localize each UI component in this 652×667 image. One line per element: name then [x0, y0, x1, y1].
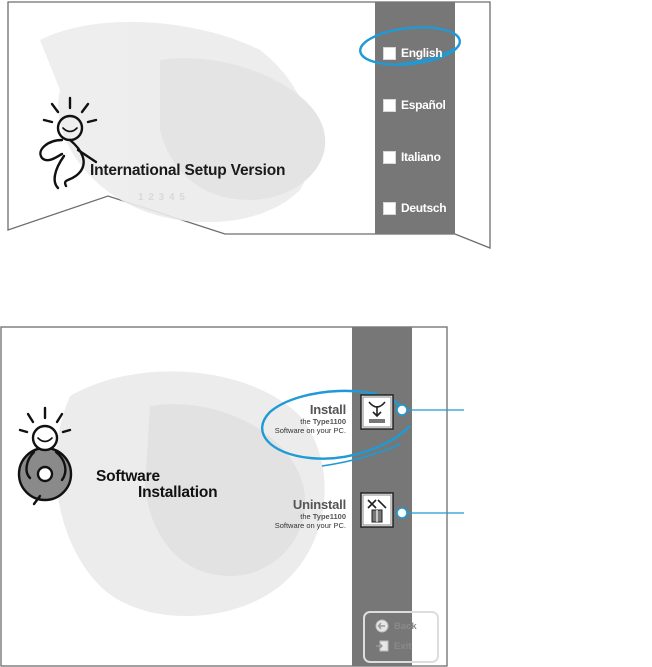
checkbox-icon[interactable]: [384, 100, 395, 111]
software-installation-screen: [0, 326, 652, 667]
checkbox-icon[interactable]: [384, 152, 395, 163]
exit-button[interactable]: [375, 639, 411, 653]
checkbox-icon[interactable]: [384, 203, 395, 214]
language-label: Deutsch: [401, 201, 447, 215]
back-arrow-icon: [375, 619, 389, 633]
install-action[interactable]: [236, 402, 346, 435]
software-title-line2: Installation: [138, 484, 218, 501]
back-label: Back: [394, 620, 417, 632]
software-title-line1: Software: [96, 468, 160, 485]
setup-version-title: International Setup Version: [90, 162, 286, 179]
language-option-deutsch[interactable]: [384, 198, 446, 218]
uninstall-icon[interactable]: [360, 492, 394, 528]
language-screen-frame: [0, 0, 652, 260]
language-selection-screen: [0, 0, 652, 260]
uninstall-action[interactable]: [236, 497, 346, 530]
language-label: English: [401, 46, 443, 60]
install-icon[interactable]: [360, 394, 394, 430]
subtitle-line2: Software on your PC.: [274, 426, 346, 435]
language-option-english[interactable]: [384, 43, 442, 63]
uninstall-subtitle: [236, 512, 346, 530]
uninstall-title: Uninstall: [292, 497, 346, 512]
exit-label: Exit: [394, 640, 412, 652]
install-title: Install: [309, 402, 346, 417]
language-label: Español: [401, 98, 446, 112]
faint-watermark-code: 1 2 3 4 5: [138, 192, 186, 203]
product-name: Type1100: [312, 417, 346, 426]
install-subtitle: [236, 417, 346, 435]
product-name: Type1100: [312, 512, 346, 521]
language-label: Italiano: [401, 150, 441, 164]
subtitle-prefix: the: [300, 512, 313, 521]
subtitle-prefix: the: [300, 417, 313, 426]
exit-door-icon: [375, 639, 389, 653]
language-option-espanol[interactable]: [384, 95, 446, 115]
back-button[interactable]: [375, 619, 417, 633]
language-option-italiano[interactable]: [384, 147, 441, 167]
subtitle-line2: Software on your PC.: [274, 521, 346, 530]
checkbox-icon[interactable]: [384, 48, 395, 59]
